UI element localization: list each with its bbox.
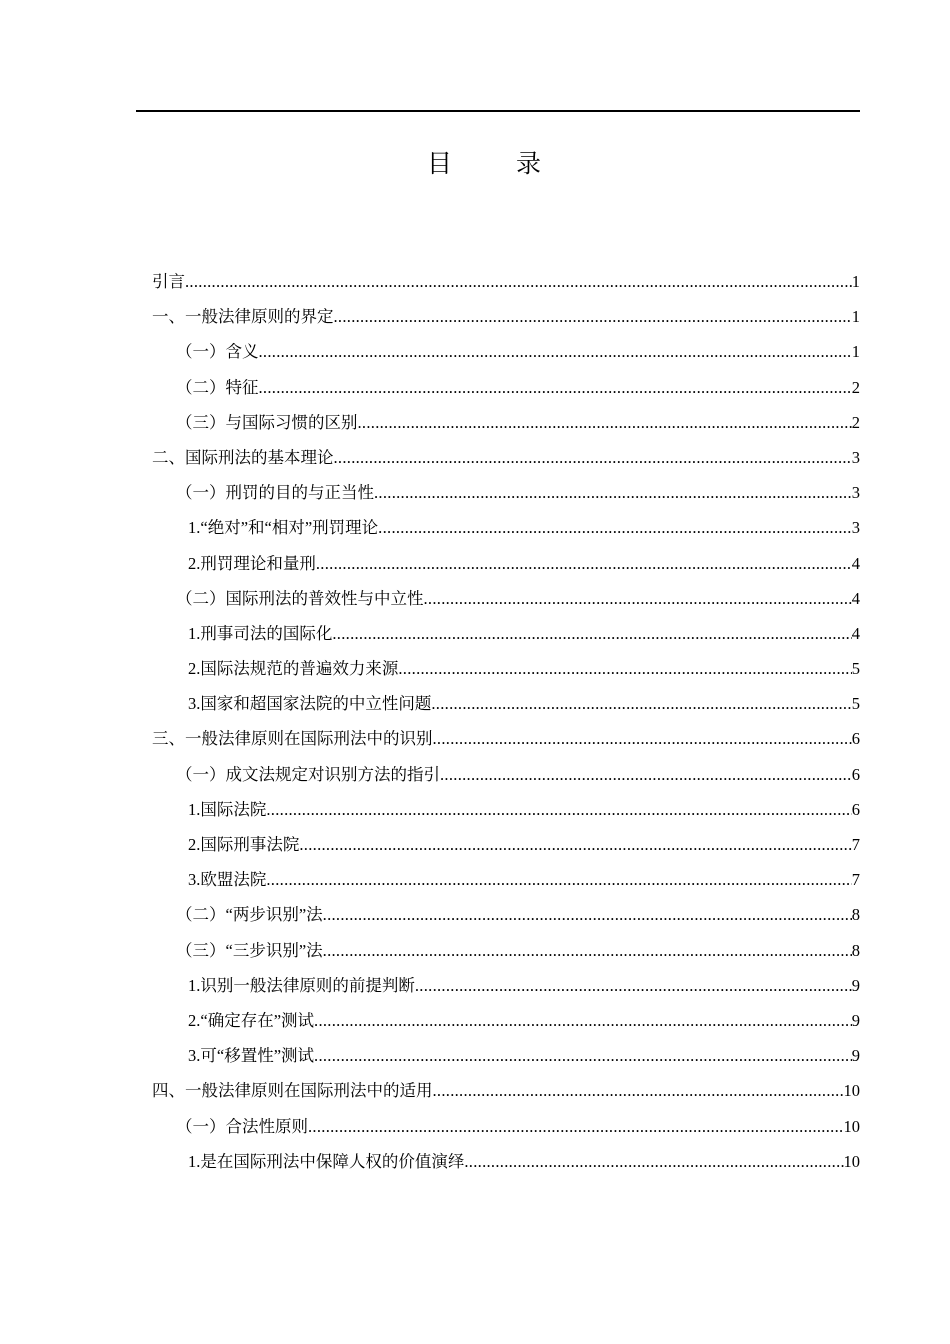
toc-dot-leader [398, 651, 851, 686]
toc-entry-page-number: 2 [851, 412, 860, 432]
toc-dot-leader [316, 546, 852, 581]
toc-dot-leader [358, 405, 852, 440]
toc-entry-page-number: 7 [851, 835, 860, 854]
toc-entry-page-number: 9 [851, 1046, 860, 1066]
toc-entry-page-number: 4 [851, 623, 860, 643]
toc-entry-page-number: 4 [851, 588, 860, 608]
toc-entry-label: 1.识别一般法律原则的前提判断 [188, 975, 415, 995]
toc-dot-leader [314, 1003, 852, 1038]
toc-entry-page-number: 10 [843, 1116, 860, 1136]
toc-entry-page-number: 3 [851, 518, 860, 538]
toc-entry-label: （一）成文法规定对识别方法的指引 [176, 764, 440, 784]
toc-entry-label: 引言 [152, 272, 185, 291]
toc-dot-leader [259, 370, 852, 405]
toc-entry-page-number: 1 [851, 342, 860, 362]
toc-entry[interactable] [152, 1073, 860, 1108]
toc-entry[interactable] [152, 370, 860, 405]
toc-entry-page-number: 4 [851, 553, 860, 573]
toc-dot-leader [334, 299, 852, 334]
toc-entry-page-number: 9 [851, 1010, 860, 1030]
toc-entry[interactable] [152, 792, 860, 827]
toc-entry-page-number: 6 [851, 729, 860, 749]
toc-entry[interactable] [152, 862, 860, 897]
toc-dot-leader [433, 721, 852, 756]
toc-entry-page-number: 6 [851, 764, 860, 784]
toc-entry-page-number: 7 [851, 870, 860, 890]
toc-entry[interactable] [152, 1109, 860, 1144]
toc-entry-page-number: 2 [851, 377, 860, 397]
toc-entry-page-number: 8 [851, 905, 860, 925]
toc-entry-label: 1.国际法院 [188, 799, 267, 819]
toc-entry-label: 3.欧盟法院 [188, 870, 267, 890]
toc-entry-label: 二、国际刑法的基本理论 [152, 447, 334, 467]
toc-entry-page-number: 5 [851, 694, 860, 714]
toc-entry-label: 2.刑罚理论和量刑 [188, 553, 316, 573]
toc-entry[interactable] [152, 968, 860, 1003]
toc-entry-label: 1.刑事司法的国际化 [188, 623, 333, 643]
toc-entry-label: 3.国家和超国家法院的中立性问题 [188, 694, 432, 714]
table-of-contents [152, 264, 860, 1179]
toc-dot-leader [266, 792, 851, 827]
toc-entry-label: 三、一般法律原则在国际刑法中的识别 [152, 729, 433, 749]
toc-dot-leader [308, 1109, 844, 1144]
toc-dot-leader [440, 757, 852, 792]
toc-entry[interactable] [152, 1038, 860, 1073]
toc-entry-label: （三）“三步识别”法 [176, 940, 323, 960]
toc-entry[interactable] [152, 440, 860, 475]
toc-entry-page-number: 8 [851, 940, 860, 960]
toc-entry[interactable] [152, 933, 860, 968]
toc-entry[interactable] [152, 334, 860, 369]
toc-entry[interactable] [152, 1144, 860, 1179]
toc-dot-leader [266, 862, 851, 897]
toc-title: 目 录 [427, 149, 569, 178]
toc-dot-leader [431, 686, 851, 721]
toc-entry-label: 2.国际刑事法院 [188, 835, 300, 854]
toc-entry[interactable] [152, 757, 860, 792]
toc-entry[interactable] [152, 405, 860, 440]
toc-entry-label: （二）特征 [176, 377, 259, 397]
toc-dot-leader [323, 897, 852, 932]
toc-dot-leader [299, 827, 851, 862]
toc-entry-page-number: 3 [851, 483, 860, 503]
toc-entry[interactable] [152, 616, 860, 651]
header-rule [136, 110, 860, 112]
toc-entry-label: （三）与国际习惯的区别 [176, 412, 358, 432]
toc-entry-page-number: 10 [843, 1151, 860, 1171]
toc-entry-label: 2.“确定存在”测试 [188, 1010, 315, 1030]
toc-entry-page-number: 9 [851, 975, 860, 995]
toc-entry-label: （一）合法性原则 [176, 1116, 308, 1136]
toc-entry[interactable] [152, 686, 860, 721]
toc-dot-leader [378, 510, 852, 545]
toc-entry[interactable] [152, 546, 860, 581]
toc-entry-label: 1.“绝对”和“相对”刑罚理论 [188, 518, 379, 538]
toc-entry[interactable] [152, 581, 860, 616]
toc-entry[interactable] [152, 651, 860, 686]
toc-entry[interactable] [152, 721, 860, 756]
toc-entry[interactable] [152, 264, 860, 299]
toc-entry[interactable] [152, 510, 860, 545]
toc-entry-label: （一）刑罚的目的与正当性 [176, 483, 374, 503]
toc-entry-label: （一）含义 [176, 342, 259, 362]
toc-entry-label: 1.是在国际刑法中保障人权的价值演绎 [188, 1151, 465, 1171]
toc-entry-page-number: 10 [843, 1081, 860, 1101]
toc-entry-label: 3.可“移置性”测试 [188, 1046, 315, 1066]
toc-entry-label: 一、一般法律原则的界定 [152, 307, 334, 327]
toc-entry-page-number: 5 [851, 659, 860, 679]
toc-dot-leader [464, 1144, 843, 1179]
toc-entry[interactable] [152, 1003, 860, 1038]
toc-dot-leader [323, 933, 852, 968]
toc-entry-page-number: 6 [851, 799, 860, 819]
toc-entry[interactable] [152, 827, 860, 862]
toc-entry-page-number: 1 [851, 307, 860, 327]
toc-entry[interactable] [152, 897, 860, 932]
toc-entry-label: （二）“两步识别”法 [176, 905, 323, 925]
toc-entry-label: 四、一般法律原则在国际刑法中的适用 [152, 1081, 433, 1101]
toc-entry-page-number: 3 [851, 447, 860, 467]
toc-dot-leader [185, 264, 852, 299]
toc-entry-label: （二）国际刑法的普效性与中立性 [176, 588, 424, 608]
toc-dot-leader [424, 581, 852, 616]
toc-entry[interactable] [152, 299, 860, 334]
toc-dot-leader [334, 440, 852, 475]
toc-entry-page-number: 1 [851, 272, 860, 291]
toc-dot-leader [415, 968, 852, 1003]
toc-entry[interactable] [152, 475, 860, 510]
toc-dot-leader [259, 334, 852, 369]
toc-dot-leader [374, 475, 852, 510]
toc-dot-leader [433, 1073, 844, 1108]
toc-dot-leader [314, 1038, 852, 1073]
toc-dot-leader [332, 616, 851, 651]
toc-entry-label: 2.国际法规范的普遍效力来源 [188, 659, 399, 679]
